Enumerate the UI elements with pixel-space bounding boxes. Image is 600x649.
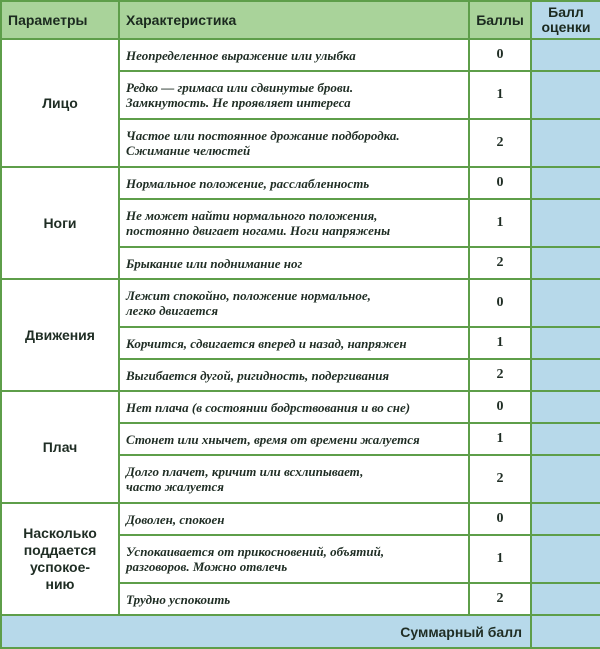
score-cell: 1: [469, 71, 531, 119]
score-cell: 1: [469, 199, 531, 247]
characteristic-line: Брыкание или поднимание ног: [126, 255, 303, 271]
characteristic-cell: [119, 455, 469, 503]
characteristic-cell: [119, 583, 469, 615]
parameter-label-line: Ноги: [43, 214, 77, 231]
characteristic-cell: [119, 423, 469, 455]
characteristic-line: Корчится, сдвигается вперед и назад, напряжен: [126, 335, 407, 351]
table-row: [1, 39, 600, 71]
evaluation-cell[interactable]: [531, 71, 600, 119]
table-row: [1, 167, 600, 199]
characteristic-line: часто жалуется: [126, 479, 224, 494]
characteristic-line: Трудно успокоить: [126, 591, 231, 607]
total-label: Суммарный балл: [1, 615, 531, 648]
characteristic-line: Неопределенное выражение или улыбка: [126, 47, 356, 63]
header-row: [1, 1, 600, 39]
parameter-cell: [1, 391, 119, 503]
characteristic-line: Не может найти нормального положения,: [126, 208, 378, 223]
table-row: [1, 391, 600, 423]
header-evaluation: [531, 1, 600, 39]
evaluation-cell[interactable]: [531, 247, 600, 279]
characteristic-cell: [119, 391, 469, 423]
characteristic-line: Стонет или хнычет, время от времени жалуется: [126, 431, 420, 447]
score-cell: 0: [469, 167, 531, 199]
total-row: [1, 615, 600, 648]
evaluation-cell[interactable]: [531, 423, 600, 455]
characteristic-cell: [119, 247, 469, 279]
evaluation-cell[interactable]: [531, 119, 600, 167]
characteristic-line: постоянно двигает ногами. Ноги напряжены: [126, 223, 391, 238]
parameter-label-line: Лицо: [42, 94, 78, 111]
parameter-cell: [1, 503, 119, 615]
characteristic-cell: [119, 535, 469, 583]
score-cell: 1: [469, 535, 531, 583]
header-eval-line2: оценки: [541, 19, 591, 35]
score-cell: 2: [469, 455, 531, 503]
characteristic-line: Частое или постоянное дрожание подбородка.: [126, 128, 400, 143]
evaluation-cell[interactable]: [531, 583, 600, 615]
characteristic-line: разговоров. Можно отвлечь: [126, 559, 288, 574]
evaluation-cell[interactable]: [531, 503, 600, 535]
characteristic-line: Сжимание челюстей: [126, 143, 251, 158]
parameter-label-line: Насколько: [23, 525, 97, 541]
evaluation-cell[interactable]: [531, 39, 600, 71]
parameter-label-line: нию: [45, 576, 75, 592]
characteristic-line: Успокаивается от прикосновений, объятий,: [126, 544, 385, 559]
parameter-cell: [1, 167, 119, 279]
characteristic-line: Нормальное положение, расслабленность: [126, 175, 370, 191]
characteristic-cell: [119, 39, 469, 71]
score-cell: 0: [469, 279, 531, 327]
evaluation-cell[interactable]: [531, 391, 600, 423]
score-cell: 1: [469, 423, 531, 455]
score-cell: 0: [469, 503, 531, 535]
score-cell: 0: [469, 39, 531, 71]
characteristic-line: Долго плачет, кричит или всхлипывает,: [126, 464, 364, 479]
total-score-cell[interactable]: [531, 615, 600, 648]
characteristic-line: Нет плача (в состоянии бодрствования и во сне): [126, 399, 411, 415]
evaluation-cell[interactable]: [531, 535, 600, 583]
score-cell: 2: [469, 119, 531, 167]
evaluation-cell[interactable]: [531, 327, 600, 359]
evaluation-cell[interactable]: [531, 279, 600, 327]
score-cell: 2: [469, 247, 531, 279]
characteristic-line: легко двигается: [126, 303, 219, 318]
characteristic-line: Лежит спокойно, положение нормальное,: [126, 288, 371, 303]
parameter-label-line: успокое-: [29, 559, 91, 575]
score-cell: 0: [469, 391, 531, 423]
characteristic-line: Доволен, спокоен: [126, 511, 225, 527]
score-cell: 2: [469, 583, 531, 615]
header-characteristic: Характеристика: [119, 1, 469, 39]
evaluation-cell[interactable]: [531, 167, 600, 199]
characteristic-cell: [119, 71, 469, 119]
table-row: [1, 279, 600, 327]
evaluation-cell[interactable]: [531, 359, 600, 391]
parameter-label-line: Движения: [25, 326, 95, 343]
parameter-label-line: Плач: [42, 438, 78, 455]
parameter-label-line: поддается: [23, 542, 97, 558]
characteristic-cell: [119, 359, 469, 391]
header-score: Баллы: [469, 1, 531, 39]
characteristic-cell: [119, 167, 469, 199]
header-param: Параметры: [1, 1, 119, 39]
characteristic-line: Выгибается дугой, ригидность, подергивания: [126, 367, 390, 383]
score-cell: 2: [469, 359, 531, 391]
parameter-cell: [1, 279, 119, 391]
parameter-cell: [1, 39, 119, 167]
characteristic-cell: [119, 327, 469, 359]
characteristic-cell: [119, 119, 469, 167]
table-body: [1, 39, 600, 615]
characteristic-cell: [119, 503, 469, 535]
characteristic-line: Замкнутость. Не проявляет интереса: [126, 95, 351, 110]
characteristic-cell: [119, 279, 469, 327]
evaluation-cell[interactable]: [531, 199, 600, 247]
characteristic-line: Редко — гримаса или сдвинутые брови.: [126, 80, 354, 95]
evaluation-cell[interactable]: [531, 455, 600, 503]
score-cell: 1: [469, 327, 531, 359]
characteristic-cell: [119, 199, 469, 247]
header-eval-line1: Балл: [548, 4, 584, 20]
table-row: [1, 503, 600, 535]
